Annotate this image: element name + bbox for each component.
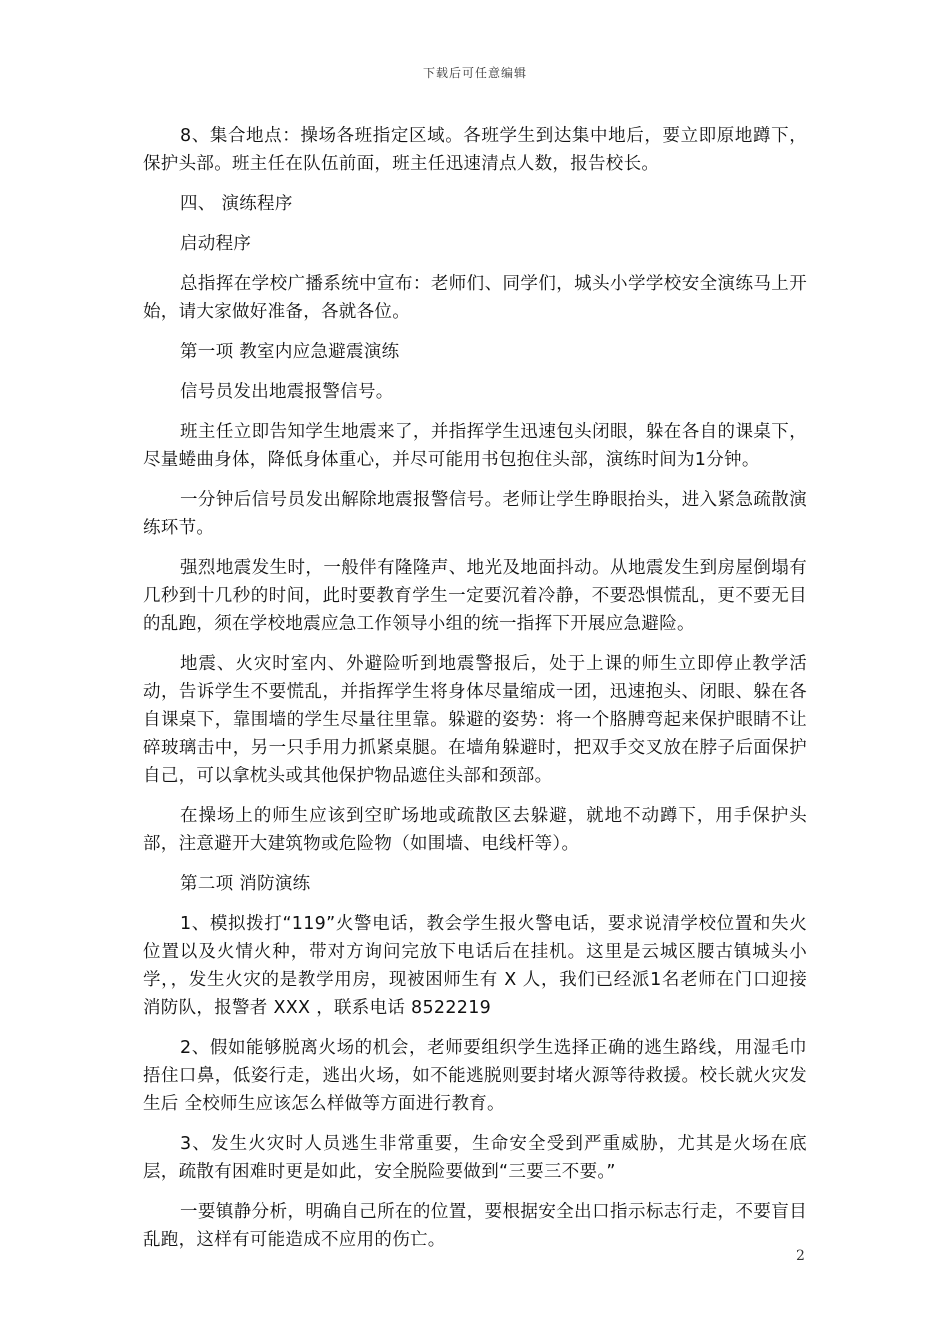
paragraph-playground: 在操场上的师生应该到空旷场地或疏散区去躲避，就地不动蹲下，用手保护头部，注意避开大建筑物或危险物（如围墙、电线杆等）。 xyxy=(143,806,807,854)
page-header: 下载后可任意编辑 xyxy=(422,66,527,80)
page-number: 2 xyxy=(796,1248,805,1264)
subheading-item-one: 第一项 教室内应急避震演练 xyxy=(180,342,400,362)
section-heading-drill-procedure: 四、 演练程序 xyxy=(180,194,293,214)
subheading-start-procedure: 启动程序 xyxy=(180,234,252,254)
subheading-item-two: 第二项 消防演练 xyxy=(180,874,311,894)
paragraph-escape-route: 2、假如能够脱离火场的机会，老师要组织学生选择正确的逃生路线，用湿毛巾捂住口鼻，低姿行走，逃出火场，如不能逃脱则要封堵火源等待救援。校长就火灾发生后 全校师生应该怎么样做等方面进行教育。 xyxy=(143,1038,807,1114)
paragraph-three-dos: 3、发生火灾时人员逃生非常重要，生命安全受到严重威胁，尤其是火场在底层，疏散有困难时更是如此，安全脱险要做到“三要三不要。” xyxy=(143,1134,807,1182)
paragraph-stay-calm: 一要镇静分析，明确自己所在的位置，要根据安全出口指示标志行走，不要盲目乱跑，这样有可能造成不应用的伤亡。 xyxy=(143,1202,807,1250)
paragraph-teacher-instruction: 班主任立即告知学生地震来了，并指挥学生迅速包头闭眼，躲在各自的课桌下，尽量蜷曲身体，降低身体重心，并尽可能用书包抱住头部，演练时间为1分钟。 xyxy=(143,422,807,470)
paragraph-earthquake-description: 强烈地震发生时，一般伴有隆隆声、地光及地面抖动。从地震发生到房屋倒塌有几秒到十几秒的时间，此时要教育学生一定要沉着冷静，不要恐惧慌乱，更不要无目的乱跑，须在学校地震应急工作领导小组的统一指挥下开展应急避险。 xyxy=(143,558,807,634)
paragraph-fire-call: 1、模拟拨打“119”火警电话，教会学生报火警电话，要求说清学校位置和失火位置以及火情火种，带对方询问完放下电话后在挂机。这里是云城区腰古镇城头小学，，发生火灾的是教学用房，现被困师生有 X 人，我们已经派1名老师在门口迎接消防队，报警者 XXX ，联系电话 8522219 xyxy=(143,914,807,1018)
paragraph-assembly-point: 8、集合地点：操场各班指定区域。各班学生到达集中地后，要立即原地蹲下，保护头部。班主任在队伍前面，班主任迅速清点人数，报告校长。 xyxy=(143,126,807,174)
paragraph-indoor-shelter: 地震、火灾时室内、外避险听到地震警报后，处于上课的师生立即停止教学活动，告诉学生不要慌乱，并指挥学生将身体尽量缩成一团，迅速抱头、闭眼、躲在各自课桌下，靠围墙的学生尽量往里靠。躲避的姿势：将一个胳膊弯起来保护眼睛不让碎玻璃击中，另一只手用力抓紧桌腿。在墙角躲避时，把双手交叉放在脖子后面保护自己，可以拿枕头或其他保护物品遮住头部和颈部。 xyxy=(143,654,807,786)
paragraph-signal: 信号员发出地震报警信号。 xyxy=(180,382,394,402)
paragraph-release-signal: 一分钟后信号员发出解除地震报警信号。老师让学生睁眼抬头，进入紧急疏散演练环节。 xyxy=(143,490,807,538)
paragraph-announcement: 总指挥在学校广播系统中宣布：老师们、同学们，城头小学学校安全演练马上开始，请大家做好准备，各就各位。 xyxy=(143,274,807,322)
document-body xyxy=(143,122,807,1266)
